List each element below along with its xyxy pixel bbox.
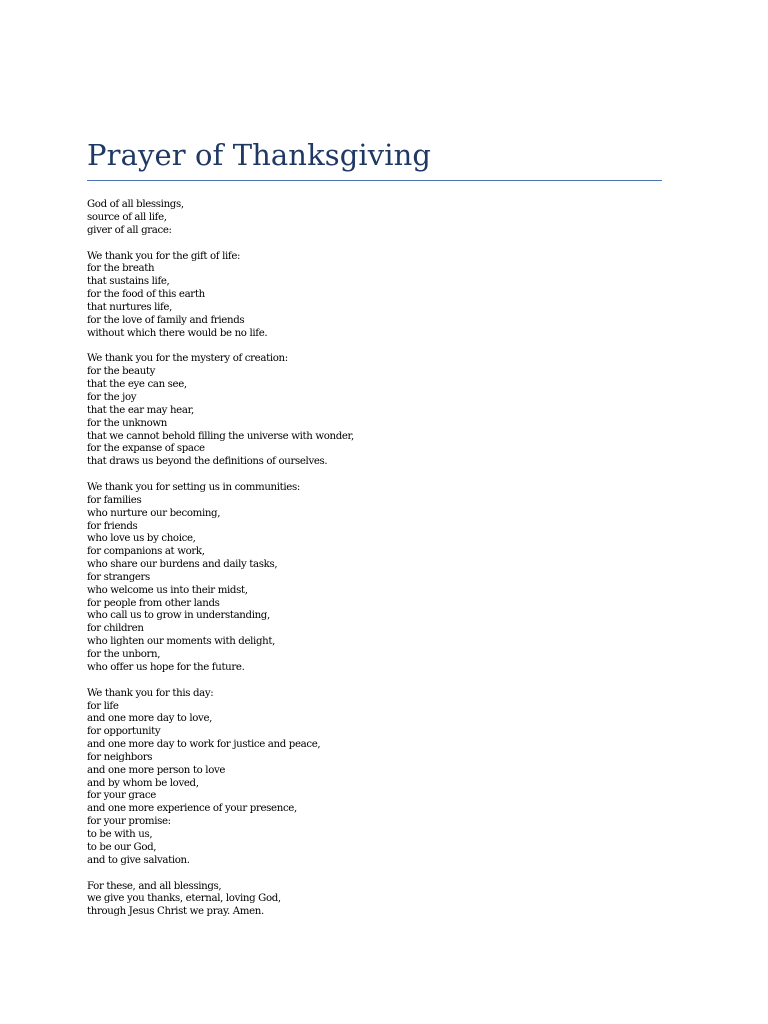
prayer-line: and one more person to love — [87, 764, 226, 776]
prayer-line: for the unborn, — [87, 649, 161, 660]
prayer-line: without which there would be no life. — [87, 327, 268, 339]
prayer-line: through Jesus Christ we pray. Amen. — [87, 906, 264, 918]
prayer-line: that we cannot behold filling the universe with wonder, — [87, 430, 354, 442]
prayer-line: who welcome us into their midst, — [87, 584, 248, 596]
stanza — [87, 482, 667, 675]
prayer-line: and one more day to work for justice and peace, — [87, 739, 321, 751]
stanza — [87, 199, 667, 238]
prayer-line: for people from other lands — [87, 597, 220, 609]
prayer-line: We thank you for the gift of life: — [87, 250, 241, 262]
prayer-line: to be with us, — [87, 828, 153, 840]
prayer-line: for friends — [87, 520, 138, 532]
prayer-line: for the unknown — [87, 417, 167, 429]
prayer-line: to be our God, — [87, 841, 157, 853]
prayer-line: who share our burdens and daily tasks, — [87, 559, 278, 571]
prayer-line: for companions at work, — [87, 546, 205, 558]
prayer-line: for families — [87, 494, 142, 506]
prayer-line: who offer us hope for the future. — [87, 661, 245, 673]
prayer-line: source of all life, — [87, 211, 167, 223]
prayer-line: for the love of family and friends — [87, 314, 245, 326]
prayer-line: For these, and all blessings, — [87, 880, 222, 892]
prayer-line: and one more experience of your presence, — [87, 803, 297, 815]
prayer-line: who call us to grow in understanding, — [87, 610, 270, 622]
prayer-line: and by whom be loved, — [87, 777, 199, 789]
prayer-line: for the beauty — [87, 366, 156, 378]
stanza — [87, 881, 667, 920]
prayer-line: for your promise: — [87, 816, 171, 828]
prayer-line: that sustains life, — [87, 276, 170, 288]
prayer-line: for neighbors — [87, 751, 153, 763]
prayer-line: for strangers — [87, 571, 150, 583]
prayer-line: and to give salvation. — [87, 854, 190, 866]
prayer-line: that nurtures life, — [87, 301, 172, 313]
stanza — [87, 688, 667, 868]
prayer-line: for children — [87, 623, 144, 635]
prayer-line: we give you thanks, eternal, loving God, — [87, 893, 281, 905]
prayer-line: that draws us beyond the definitions of ourselves. — [87, 456, 328, 468]
prayer-line: that the eye can see, — [87, 379, 187, 391]
prayer-line: giver of all grace: — [87, 224, 172, 236]
prayer-line: for the expanse of space — [87, 443, 205, 455]
prayer-line: We thank you for this day: — [87, 687, 214, 699]
prayer-line: for your grace — [87, 790, 156, 802]
stanza — [87, 251, 667, 341]
prayer-line: who lighten our moments with delight, — [87, 636, 275, 648]
prayer-line: for the joy — [87, 391, 137, 403]
prayer-line: for life — [87, 700, 119, 712]
prayer-line: that the ear may hear, — [87, 404, 194, 416]
prayer-line: for the food of this earth — [87, 289, 205, 301]
prayer-line: for the breath — [87, 263, 155, 275]
page-title: Prayer of Thanksgiving — [87, 138, 432, 172]
prayer-line: and one more day to love, — [87, 713, 213, 725]
prayer-line: We thank you for setting us in communities: — [87, 482, 300, 494]
prayer-line: for opportunity — [87, 726, 161, 738]
title-underline-rule — [87, 180, 662, 181]
prayer-body — [87, 199, 667, 932]
prayer-line: God of all blessings, — [87, 199, 184, 210]
stanza — [87, 353, 667, 469]
prayer-line: We thank you for the mystery of creation: — [87, 353, 288, 365]
prayer-line: who love us by choice, — [87, 533, 196, 545]
prayer-line: who nurture our becoming, — [87, 507, 221, 519]
